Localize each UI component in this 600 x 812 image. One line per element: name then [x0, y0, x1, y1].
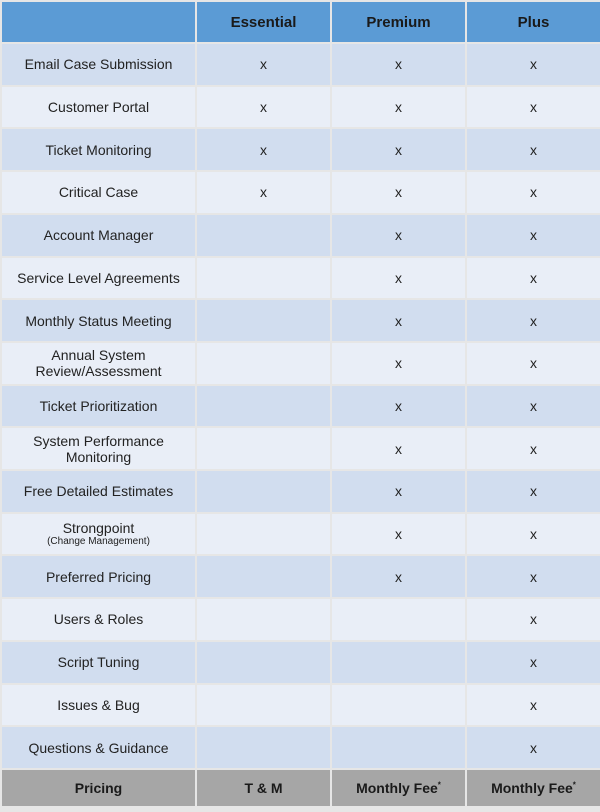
included-mark-plus: x	[467, 258, 600, 299]
feature-name: Email Case Submission	[24, 56, 173, 73]
pricing-essential: T & M	[197, 770, 330, 806]
included-mark-plus: x	[467, 471, 600, 512]
table-row	[2, 428, 600, 469]
included-mark-essential	[197, 471, 330, 512]
feature-name: Ticket Monitoring	[45, 141, 152, 158]
table-row	[2, 258, 600, 299]
included-mark-premium: x	[332, 428, 465, 469]
feature-name: Strongpoint	[62, 520, 135, 537]
feature-label	[2, 642, 195, 683]
included-mark-premium: x	[332, 556, 465, 597]
feature-label	[2, 386, 195, 427]
included-mark-essential	[197, 727, 330, 768]
feature-label	[2, 727, 195, 768]
included-mark-plus: x	[467, 428, 600, 469]
included-mark-essential	[197, 599, 330, 640]
included-mark-plus: x	[467, 215, 600, 256]
included-mark-premium: x	[332, 215, 465, 256]
included-mark-plus: x	[467, 129, 600, 170]
header-corner-cell	[2, 2, 195, 42]
feature-label	[2, 514, 195, 555]
included-mark-plus: x	[467, 685, 600, 726]
table-row	[2, 343, 600, 384]
included-mark-premium: x	[332, 300, 465, 341]
included-mark-plus: x	[467, 599, 600, 640]
feature-label	[2, 300, 195, 341]
included-mark-premium: x	[332, 386, 465, 427]
feature-name: System Performance Monitoring	[33, 432, 164, 465]
feature-label	[2, 343, 195, 384]
feature-label	[2, 87, 195, 128]
included-mark-premium: x	[332, 87, 465, 128]
included-mark-essential	[197, 642, 330, 683]
plan-premium-header: Premium	[332, 2, 465, 42]
included-mark-plus: x	[467, 44, 600, 85]
table-row	[2, 386, 600, 427]
included-mark-essential	[197, 685, 330, 726]
feature-name: Issues & Bug	[57, 696, 140, 713]
included-mark-premium: x	[332, 514, 465, 555]
pricing-premium: Monthly Fee*	[332, 770, 465, 806]
included-mark-premium: x	[332, 471, 465, 512]
included-mark-premium: x	[332, 343, 465, 384]
included-mark-essential: x	[197, 44, 330, 85]
included-mark-premium: x	[332, 258, 465, 299]
table-row	[2, 514, 600, 555]
table-row	[2, 556, 600, 597]
included-mark-plus: x	[467, 87, 600, 128]
included-mark-plus: x	[467, 727, 600, 768]
included-mark-premium	[332, 642, 465, 683]
plan-essential-header: Essential	[197, 2, 330, 42]
table-row	[2, 685, 600, 726]
table-row	[2, 215, 600, 256]
included-mark-premium: x	[332, 129, 465, 170]
included-mark-plus: x	[467, 514, 600, 555]
feature-label	[2, 471, 195, 512]
included-mark-premium	[332, 599, 465, 640]
table-row	[2, 300, 600, 341]
feature-name: Annual System Review/Assessment	[35, 347, 162, 380]
table-row	[2, 471, 600, 512]
included-mark-essential	[197, 556, 330, 597]
table-row	[2, 129, 600, 170]
feature-name: Questions & Guidance	[28, 739, 169, 756]
feature-name: Free Detailed Estimates	[23, 483, 174, 500]
feature-label	[2, 556, 195, 597]
feature-name: Critical Case	[58, 184, 139, 201]
included-mark-premium	[332, 727, 465, 768]
feature-name: Script Tuning	[57, 654, 140, 671]
included-mark-essential	[197, 300, 330, 341]
feature-label	[2, 215, 195, 256]
feature-name: Users & Roles	[53, 611, 144, 628]
pricing-label: Pricing	[2, 770, 195, 806]
included-mark-essential	[197, 215, 330, 256]
included-mark-essential: x	[197, 87, 330, 128]
feature-label	[2, 599, 195, 640]
table-row	[2, 172, 600, 213]
table-row	[2, 642, 600, 683]
pricing-plus: Monthly Fee*	[467, 770, 600, 806]
included-mark-plus: x	[467, 300, 600, 341]
plan-plus-header: Plus	[467, 2, 600, 42]
included-mark-essential	[197, 514, 330, 555]
included-mark-premium: x	[332, 172, 465, 213]
included-mark-essential	[197, 386, 330, 427]
included-mark-plus: x	[467, 343, 600, 384]
feature-name: Account Manager	[43, 227, 154, 244]
feature-label	[2, 44, 195, 85]
feature-name: Monthly Status Meeting	[25, 312, 172, 329]
included-mark-essential: x	[197, 129, 330, 170]
table-row	[2, 44, 600, 85]
feature-subtitle: (Change Management)	[47, 536, 150, 548]
header-row	[2, 2, 600, 42]
feature-name: Preferred Pricing	[45, 568, 152, 585]
feature-label	[2, 129, 195, 170]
feature-label	[2, 172, 195, 213]
table-row	[2, 87, 600, 128]
table-row	[2, 727, 600, 768]
included-mark-essential	[197, 428, 330, 469]
included-mark-plus: x	[467, 556, 600, 597]
feature-label	[2, 685, 195, 726]
included-mark-essential	[197, 343, 330, 384]
feature-name: Ticket Prioritization	[39, 397, 158, 414]
included-mark-plus: x	[467, 386, 600, 427]
feature-name: Service Level Agreements	[17, 269, 180, 286]
included-mark-premium	[332, 685, 465, 726]
included-mark-essential	[197, 258, 330, 299]
included-mark-essential: x	[197, 172, 330, 213]
feature-name: Customer Portal	[47, 99, 150, 116]
table-row	[2, 599, 600, 640]
included-mark-plus: x	[467, 172, 600, 213]
pricing-row	[2, 770, 600, 806]
feature-label	[2, 258, 195, 299]
included-mark-premium: x	[332, 44, 465, 85]
feature-label	[2, 428, 195, 469]
included-mark-plus: x	[467, 642, 600, 683]
